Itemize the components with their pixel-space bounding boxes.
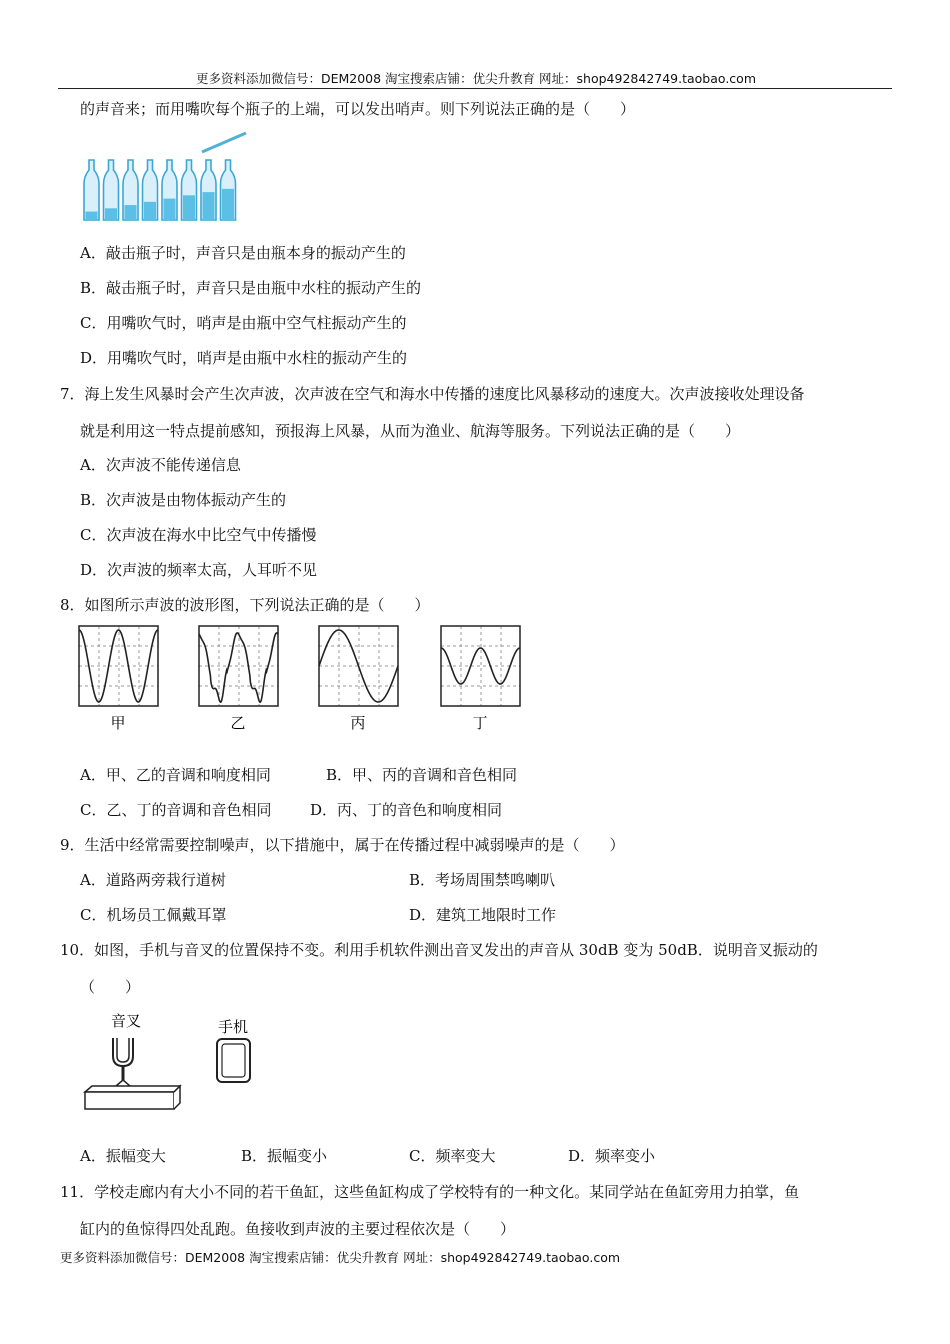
q7-stem-line1: 7．海上发生风暴时会产生次声波，次声波在空气和海水中传播的速度比风暴移动的速度大。次声波接收处理设备 [60,385,805,403]
tuning-fork-figure [80,1010,270,1115]
q10-option-b[interactable]: B．振幅变小 [241,1147,328,1165]
fork-prongs-inner [117,1038,129,1062]
waveform-jia [79,626,159,736]
q10-stem-line2: （ ） [80,978,141,996]
bottle-water [144,202,156,219]
q9-option-b[interactable]: B．考场周围禁鸣喇叭 [409,871,556,889]
q6-option-c[interactable]: C．用嘴吹气时，哨声是由瓶中空气柱振动产生的 [80,314,407,332]
q7-option-d[interactable]: D．次声波的频率太高，人耳听不见 [80,561,318,579]
bottle-water [86,212,98,219]
bottle-water [164,199,176,219]
q7-option-c[interactable]: C．次声波在海水中比空气中传播慢 [80,526,317,544]
q10-option-a[interactable]: A．振幅变大 [80,1147,166,1165]
wave-label-ding: 丁 [472,714,488,732]
bottle-water [203,192,215,219]
q6-option-d[interactable]: D．用嘴吹气时，哨声是由瓶中水柱的振动产生的 [80,349,408,367]
q7-stem-line2: 就是利用这一特点提前感知，预报海上风暴，从而为渔业、航海等服务。下列说法正确的是（ ） [80,422,741,440]
header-divider [58,88,892,89]
waveform-ding [441,626,521,736]
q9-option-a[interactable]: A．道路两旁栽行道树 [80,871,226,889]
q6-option-b[interactable]: B．敲击瓶子时，声音只是由瓶中水柱的振动产生的 [80,279,422,297]
q10-option-c[interactable]: C．频率变大 [409,1147,496,1165]
q6-stem-continuation: 的声音来；而用嘴吹每个瓶子的上端，可以发出哨声。则下列说法正确的是（ ） [80,100,636,118]
q7-option-b[interactable]: B．次声波是由物体振动产生的 [80,491,287,509]
bottle-water [222,189,234,219]
q11-stem-line1: 11．学校走廊内有大小不同的若干鱼缸，这些鱼缸构成了学校特有的一种文化。某同学站在鱼缸旁用力拍掌，鱼 [60,1183,800,1201]
box-front [85,1092,174,1109]
q9-option-d[interactable]: D．建筑工地限时工作 [409,906,557,924]
page-header: 更多资料添加微信号：DEM2008 淘宝搜索店铺：优尖升教育 网址：shop492842749.taobao.com [195,71,757,86]
q9-option-c[interactable]: C．机场员工佩戴耳罩 [80,906,227,924]
q6-option-a[interactable]: A．敲击瓶子时，声音只是由瓶本身的振动产生的 [80,244,406,262]
page-footer: 更多资料添加微信号：DEM2008 淘宝搜索店铺：优尖升教育 网址：shop492842749.taobao.com [60,1250,621,1265]
q11-stem-line2: 缸内的鱼惊得四处乱跑。鱼接收到声波的主要过程依次是（ ） [80,1220,516,1238]
waveform-bing [319,626,399,736]
fork-base [116,1080,130,1086]
wave-label-jia: 甲 [110,714,126,732]
waveform-grid [441,626,520,706]
bottle-water [125,205,137,219]
q8-option-d[interactable]: D．丙、丁的音色和响度相同 [310,801,503,819]
wave-yi-path [199,633,278,702]
bottles-figure [80,130,280,225]
q7-option-a[interactable]: A．次声波不能传递信息 [80,456,241,474]
waveform-grid [199,626,278,706]
bottle-water [105,208,117,219]
straw-line [202,133,246,152]
tuning-fork-label: 音叉 [111,1012,142,1030]
waveform-grid [79,626,158,706]
waveform-yi [199,626,279,736]
q10-stem-line1: 10．如图，手机与音叉的位置保持不变。利用手机软件测出音叉发出的声音从 30dB 变为 50dB．说明音叉振动的 [60,941,818,959]
phone-label: 手机 [218,1018,249,1036]
wave-label-yi: 乙 [230,714,246,732]
q8-option-a[interactable]: A．甲、乙的音调和响度相同 [80,766,271,784]
bottle [84,160,99,220]
q9-stem: 9．生活中经常需要控制噪声，以下措施中，属于在传播过程中减弱噪声的是（ ） [60,836,625,854]
q8-option-b[interactable]: B．甲、丙的音调和音色相同 [326,766,518,784]
q10-option-d[interactable]: D．频率变小 [568,1147,656,1165]
q8-option-c[interactable]: C．乙、丁的音调和音色相同 [80,801,272,819]
wave-label-bing: 丙 [350,714,366,732]
bottle-water [183,195,195,219]
q8-stem: 8．如图所示声波的波形图，下列说法正确的是（ ） [60,596,430,614]
box-top [85,1086,180,1092]
